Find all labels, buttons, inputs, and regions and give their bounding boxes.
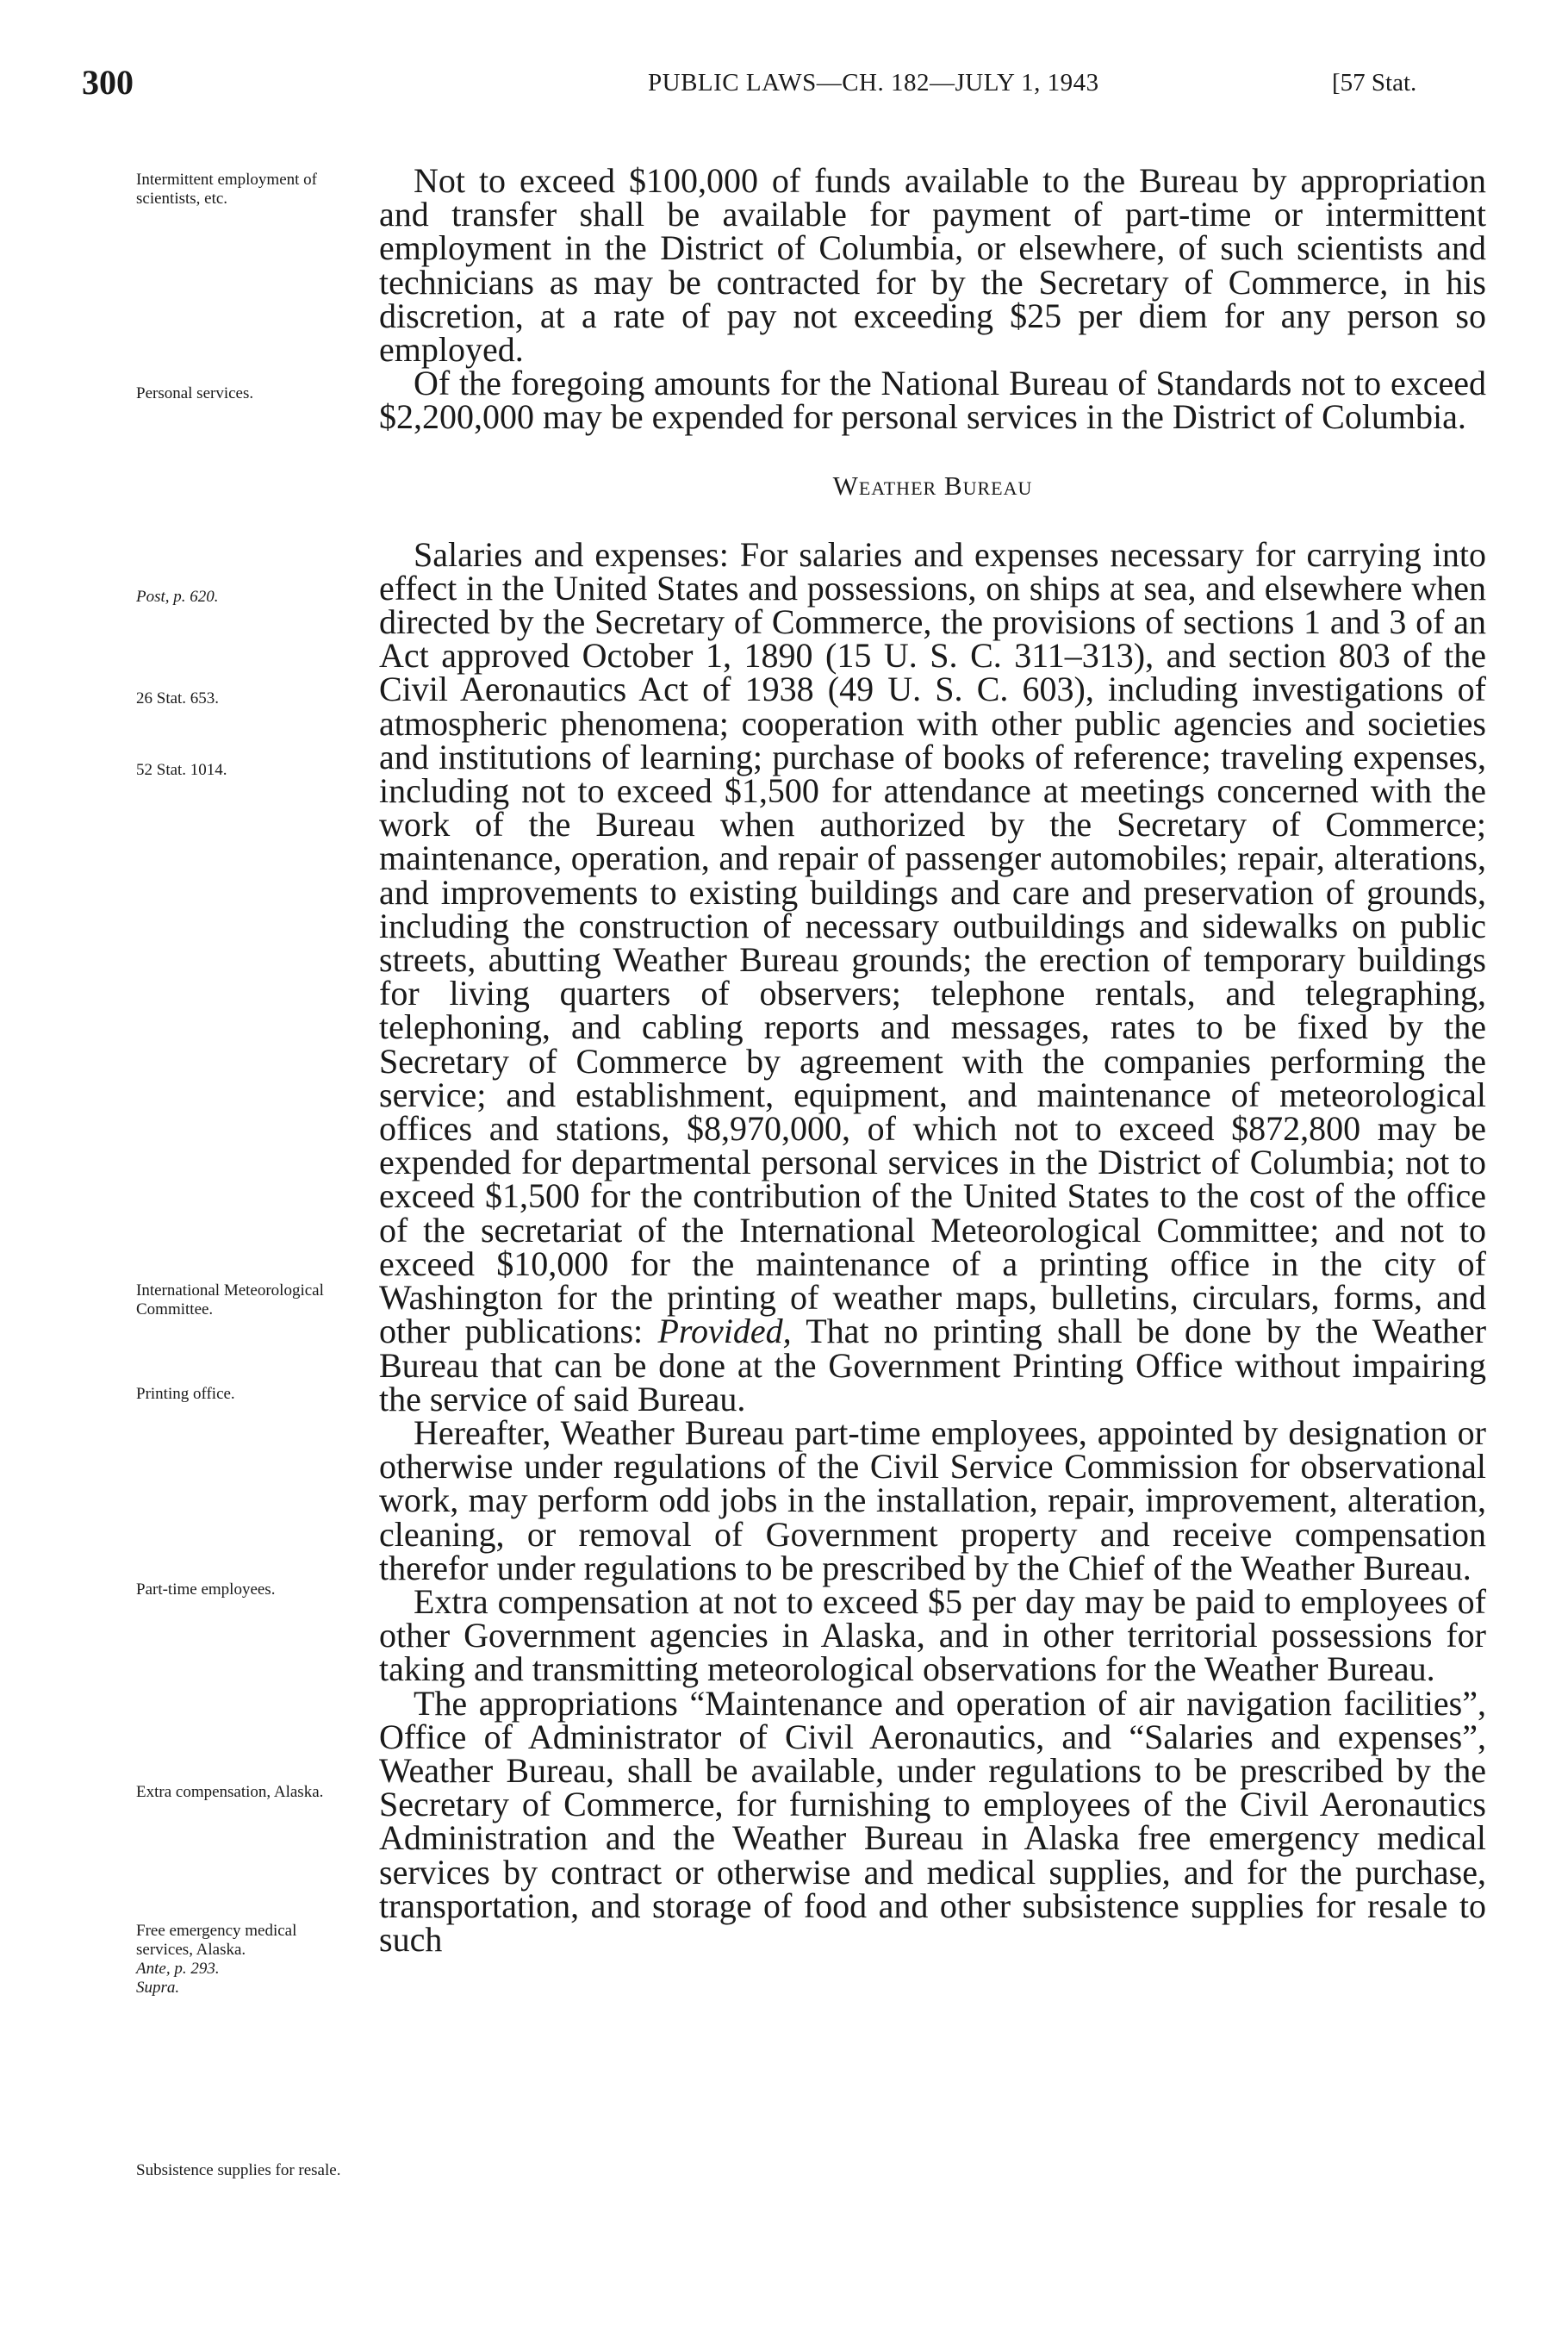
marginal-note-italic: Supra.	[136, 1979, 180, 1997]
marginal-note: Free emergency medical services, Alaska.	[136, 1922, 297, 1959]
marginal-note-italic: Post, p. 620.	[136, 588, 219, 606]
marginal-note: 52 Stat. 1014.	[136, 761, 227, 779]
marginal-note: Subsistence supplies for resale.	[136, 2161, 341, 2179]
paragraph-intermittent-employment: Not to exceed $100,000 of funds available to the Bureau by appropriation and transfer shall be available for payment of part-time or intermittent employment in the District of Columbia, or elsewhere, of such scientists and technicians as may be contracted for by the Secretary of Commerce, in his discretion, at a rate of pay not exceeding $25 per diem for any person so employed.	[379, 161, 1486, 370]
marginal-note-italic: Ante, p. 293.	[136, 1960, 220, 1978]
statute-text	[379, 161, 1487, 1959]
marginal-note: 26 Stat. 653.	[136, 689, 220, 707]
provided-clause: Provided,	[657, 1312, 792, 1351]
marginal-note: Extra compensation, Alaska.	[136, 1783, 324, 1801]
page-number: 300	[82, 63, 134, 102]
marginal-note	[136, 588, 356, 607]
marginal-note	[136, 1960, 356, 1979]
paragraph-personal-services: Of the foregoing amounts for the National Bureau of Standards not to exceed $2,200,000 may be expended for personal services in the District of Columbia.	[379, 364, 1486, 437]
paragraph-part-time-employees: Hereafter, Weather Bureau part-time employees, appointed by designation or otherwise under regulations of the Civil Service Commission for observational work, may perform odd jobs in the installation, repair, improvement, alteration, cleaning, or removal of Government property and receive compensation therefor under regulations to be prescribed by the Chief of the Weather Bureau.	[379, 1412, 1486, 1587]
marginal-note	[136, 1979, 356, 1998]
paragraph-medical-services: The appropriations “Maintenance and operation of air navigation facilities”, Office of Administrator of Civil Aeronautics, and “Salaries and expenses”, Weather Bureau, shall be available, under regulations to be prescribed by the Secretary of Commerce, for furnishing to employees of the Civil Aeronautics Administration and the Weather Bureau in Alaska free emergency medical services by contract or otherwise and medical supplies, and for the purchase, transportation, and storage of food and other subsistence supplies for resale to such	[379, 1683, 1486, 1959]
running-title: PUBLIC LAWS—CH. 182—JULY 1, 1943	[648, 69, 1099, 97]
paragraph-text: Salaries and expenses: For salaries and expenses necessary for carrying into effect in the United States and possessions, on ships at sea, and elsewhere when directed by the Secretary of Commerce, the provisions of sections 1 and 3 of an Act approved October 1, 1890 (15 U. S. C. 311–313), and section 803 of the Civil Aeronautics Act of 1938 (49 U. S. C. 603), including investigations of atmospheric phenomena; cooperation with other public agencies and societies and institutions of learning; purchase of books of reference; traveling expenses, including not to exceed $1,500 for attendance at meetings concerned with the work of the Bureau when authorized by the Secretary of Commerce; maintenance, operation, and repair of passenger automobiles; repair, alterations, and improvements to existing buildings and care and preservation of grounds, including the construction of necessary outbuildings and sidewalks on public streets, abutting Weather Bureau grounds; the erection of temporary buildings for living quarters of observers; telephone rentals, and telegraphing, telephoning, and cabling reports and messages, rates to be fixed by the Secretary of Commerce by agreement with the companies performing the service; and establishment, equipment, and maintenance of meteorological offices and stations, $8,970,000, of which not to exceed $872,800 may be expended for departmental personal services in the District of Columbia; not to exceed $1,500 for the contribution of the United States to the cost of the office of the secretariat of the International Meteorological Committee; and not to exceed $10,000 for the maintenance of a printing office in the city of Washington for the printing of weather maps, bulletins, circulars, forms, and other publications:	[379, 534, 1486, 1351]
marginal-note: Part-time employees.	[136, 1580, 276, 1599]
volume-reference: [57 Stat.	[1332, 69, 1417, 97]
marginal-note: Printing office.	[136, 1385, 235, 1403]
section-heading: Weather Bureau	[832, 470, 1033, 501]
marginal-note: International Meteorological Committee.	[136, 1281, 324, 1318]
marginal-note: Personal services.	[136, 384, 254, 402]
marginal-notes	[79, 0, 341, 2325]
paragraph-text: That no printing shall be done by the Weather Bureau that can be done at the Government Printing Office without impairing the service of said Bureau.	[379, 1312, 1487, 1418]
paragraph-salaries-and-expenses	[379, 534, 1487, 1418]
marginal-note: Intermittent employment of scientists, etc.	[136, 171, 318, 208]
paragraph-extra-compensation: Extra compensation at not to exceed $5 per day may be paid to employees of other Government agencies in Alaska, and in other territorial possessions for taking and transmitting meteorological observations for the Weather Bureau.	[379, 1581, 1486, 1689]
